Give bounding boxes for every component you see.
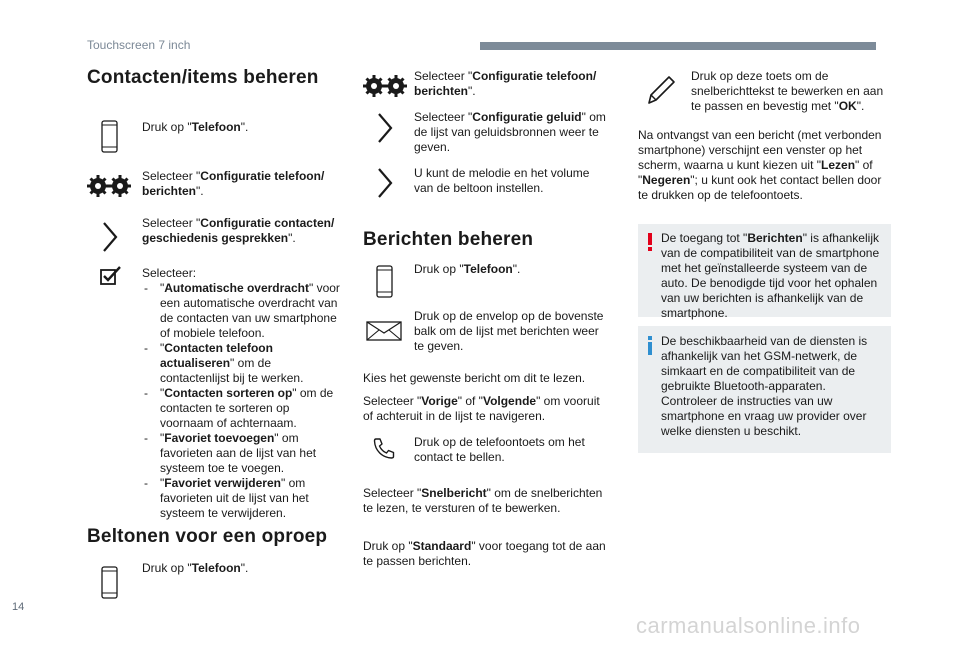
info-note (638, 326, 891, 453)
step-select-config-sound: Selecteer "Configuratie geluid" om de lijst van geluidsbronnen weer te geven. (414, 110, 606, 154)
chevron-right-icon (102, 222, 118, 252)
checkbox-icon (100, 266, 122, 286)
step-select-intro: Selecteer: (142, 266, 197, 280)
section-title-ringtones: Beltonen voor een oproep (87, 526, 328, 547)
phone-icon (101, 120, 118, 153)
header-bar (480, 42, 876, 50)
gears-icon (87, 172, 131, 200)
step-press-handset: Druk op de telefoontoets om het contact te bellen. (414, 435, 585, 464)
step-select-config-phone-2: Selecteer "Configuratie telefoon/ berichten". (414, 69, 597, 98)
step-ringtone-volume: U kunt de melodie en het volume van de beltoon instellen. (414, 166, 590, 195)
list-item: - "Contacten sorteren op" om de contacten te sorteren op voornaam of achternaam. (142, 386, 342, 431)
list-item: - "Favoriet toevoegen" om favorieten aan de lijst van het systeem toe te voegen. (142, 431, 342, 476)
list-item: - "Automatische overdracht" voor een automatische overdracht van de contacten van uw smartphone of mobiele telefoon. (142, 281, 342, 341)
paragraph-standard: Druk op "Standaard" voor toegang tot de aan te passen berichten. (363, 539, 606, 568)
step-select-config-phone: Selecteer "Configuratie telefoon/ berichten". (142, 169, 325, 198)
options-list (142, 281, 342, 521)
paragraph-navigate: Selecteer "Vorige" of "Volgende" om vooruit of achteruit in de lijst te navigeren. (363, 394, 600, 423)
pencil-icon (646, 74, 676, 106)
step-press-phone: Druk op "Telefoon". (142, 120, 249, 134)
list-item: - "Contacten telefoon actualiseren" om de contactenlijst bij te werken. (142, 341, 342, 386)
list-item: - "Favoriet verwijderen" om favorieten uit de lijst van het systeem te verwijderen. (142, 476, 342, 521)
paragraph-quick-message: Selecteer "Snelbericht" om de snelberichten te lezen, te versturen of te bewerken. (363, 486, 603, 515)
step-select-config-contacts: Selecteer "Configuratie contacten/ geschiedenis gesprekken". (142, 216, 335, 245)
page-number: 14 (12, 601, 25, 613)
phone-icon (101, 566, 118, 599)
paragraph-receive-message: Na ontvangst van een bericht (met verbonden smartphone) verschijnt een venster op het scherm, waarna u kunt kiezen uit "Lezen" of "Negeren"; u kunt ook het contact bellen door te drukken op de telefoontoets. (638, 128, 882, 202)
info-icon (646, 336, 654, 355)
section-title-messages: Berichten beheren (363, 229, 534, 250)
paragraph-choose-message: Kies het gewenste bericht om dit te lezen. (363, 371, 586, 385)
step-press-envelope: Druk op de envelop op de bovenste balk om de lijst met berichten weer te geven. (414, 309, 604, 353)
info-text: De beschikbaarheid van de diensten is afhankelijk van het GSM-netwerk, de simkaart en de compatibiliteit van de gebruikte Bluetooth-apparaten. Controleer de instructies van uw smartphone en vraag uw provider over welke diensten u beschikt. (661, 334, 868, 438)
envelope-icon (366, 321, 402, 341)
warning-icon (646, 233, 654, 251)
step-press-phone-3: Druk op "Telefoon". (414, 262, 521, 276)
phone-icon (376, 265, 393, 298)
step-press-phone-2: Druk op "Telefoon". (142, 561, 249, 575)
header-label: Touchscreen 7 inch (87, 38, 191, 52)
handset-icon (372, 436, 396, 460)
chevron-right-icon (377, 168, 393, 198)
gears-icon (363, 72, 407, 100)
step-edit-quick-message: Druk op deze toets om de snelberichttekst te bewerken en aan te passen en bevestig met "OK". (691, 69, 884, 113)
warning-note (638, 224, 891, 320)
warning-text: De toegang tot "Berichten" is afhankelijk van de compatibiliteit van de smartphone met het geïnstalleerde systeem van de auto. De benodigde tijd voor het ophalen van uw berichten is afhankelijk van de smartphone. (661, 231, 880, 320)
chevron-right-icon (377, 113, 393, 143)
watermark: carmanualsonline.info (636, 613, 861, 638)
section-title-contacts: Contacten/items beheren (87, 67, 319, 88)
